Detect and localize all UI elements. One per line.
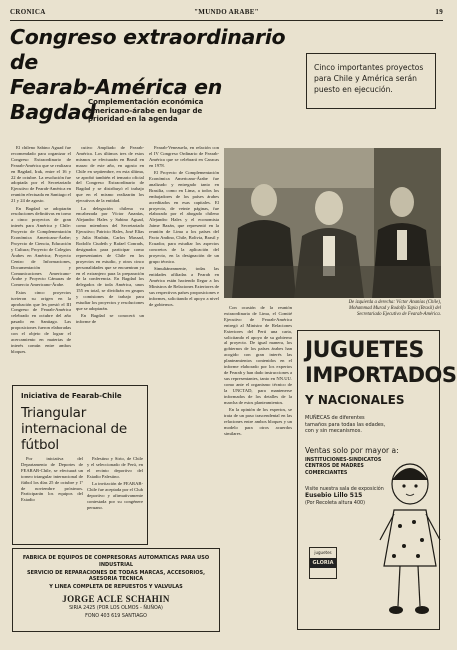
sidebar-column-2 (87, 456, 143, 540)
ad-phone: FONO 403 619 SANTIAGO (85, 614, 147, 620)
article-column-2 (76, 145, 144, 385)
paragraph: Fearab-Venezuela, en relación con el IV Congreso Ordinario de Fearab-América que se celebrará en Caracas en 1978. (149, 145, 219, 168)
equipment-advertisement (12, 548, 220, 632)
article-deck: Complementación económica americano-árabe en lugar de prioridad en la agenda (88, 98, 204, 123)
photo-illustration (224, 148, 441, 298)
toys-visit (305, 487, 391, 507)
ad-line-2: SERVICIO DE REPARACIONES DE TODAS MARCAS, ACCESORIOS, ASESORIA TECNICA (27, 569, 205, 583)
news-photo (224, 148, 441, 298)
headline-line-1: Congreso extraordinario de (10, 25, 286, 74)
toys-headline-1: JUGUETES (305, 338, 424, 363)
logo-top-text: juguetes (314, 550, 332, 555)
paragraph: En Bagdad se adoptarán resoluciones definitivas en torno a cinco proyectos de gran interés para América y Chile: Proyecto de Complementación Económica Americano-Árabe; Proyecto de Ciencia, Educación y Cultura; Proyecto de Colegios Árabes en América; Proyecto Centro de Informaciones, Documentación y Comunicaciones Americano-Árabe y Proyecto Cámaras de Comercio Americano-Árabe. (11, 205, 71, 288)
paragraph: En la opinión de los expertos, se trata de un paso trascendental en las relaciones entre ambos bloques y un modelo para otros acuerdos similares. (224, 406, 292, 436)
toys-sales-note: Ventas solo por mayor a: (305, 446, 399, 455)
article-column-3 (149, 145, 219, 385)
sidebar-title: Triangular internacional de fútbol (21, 405, 128, 453)
ad-line-1: FABRICA DE EQUIPOS DE COMPRESORAS AUTOMATICAS PARA USO INDUSTRIAL (22, 555, 210, 568)
gloria-logo (309, 547, 337, 579)
toys-advertisement (297, 330, 457, 630)
page-number: 19 (435, 8, 443, 16)
sidebar-box (12, 385, 148, 545)
logo-brand: GLORIA (310, 558, 336, 568)
section-label: CRONICA (10, 8, 46, 16)
toys-description: MUÑECAS de diferentes tamaños para todas las edades, con y sin mecanismos. (305, 415, 386, 434)
paragraph: Simultáneamente, todas las entidades afiliadas a Fearab en América están haciendo llegar a los Ministros de Relaciones Exteriores de sus respectivos países proposiciones e informes, solicitando el apoyo a nivel de gobiernos. (149, 266, 219, 307)
paragraph: cutivo Ampliado de Fearab-América. Los últimos tres de estos mismos se efectuarán en Brasil en marzo de este año, en agosto en Chile en septiembre, en esta última, se aprobó también el temario oficial del Congreso Extraordinario de Bagdad y se distribuyó el trabajo que en el mismo realizarán los ejecutivos de la entidad. (76, 145, 144, 204)
toys-address: Eusebio Lillo 515 (305, 492, 363, 500)
headline-line-2: Fearab-América en Bagdad (10, 75, 223, 124)
paragraph: El chileno Sabino Aguad fue recomendado para organizar el Congreso Extraordinario de Fearab-América que se realizara en Bagdad, Irak, entre el 16 y 22 de octubre. La resolución fue adoptada por el Secretariado Ejecutivo de Fearab-América en reunión efectuada en Santiago el 21 y 24 de agosto. (11, 145, 71, 204)
paragraph: En Bagdad se conocerá un informe de (76, 313, 144, 325)
paragraph: La invitación de FEARAB-Chile fue aceptada por el Club deportivo y afirmativamente contestada por su congénere peruano. (87, 481, 143, 510)
paragraph: Con ocasión de la reunión extraordinaria de Lima, el Comité Ejecutivo de Fearab-América entregó al Ministro de Relaciones Exteriores del Perú una carta, solicitando el apoyo de su gobierno al proyecto. De igual manera, los gobiernos de los países árabes han acogido con gran interés las planteamientos contenidos en el informe elaborado por los expertos de Fearab y han dado instrucciones a sus representantes, tanto en NN.UU. como ante el organismo técnico de la UNCTAD, para mantenerse informados de los detalles de la marcha de estos planteamientos. (224, 305, 292, 405)
photo-caption: De izquierda a derecha: Víctor Ananías (Chile), Mohammad Murad y Rodolfo Tapia (Brasil) del Secretariado Ejecutivo de Fearab-América. (348, 300, 441, 317)
pullquote-box: Cinco importantes proyectos para Chile y América serán puesto en ejecución. (306, 53, 436, 109)
sidebar-column-1 (21, 456, 83, 540)
toys-headline-2: IMPORTADOS (305, 363, 457, 387)
doll-illustration (380, 456, 442, 626)
toys-headline-3: Y NACIONALES (305, 393, 405, 407)
toys-visit-line: Visite nuestra sala de exposición (305, 487, 384, 492)
sidebar-kicker: Iniciativa de Fearab-Chile (21, 392, 122, 400)
ad-company-name: JORGE ACLE SCHAHIN (62, 593, 170, 604)
ad-line-3: Y LINEA COMPLETA DE REPUESTOS Y VALVULAS (49, 584, 183, 591)
paragraph: La delegación chilena va encabezada por Víctor Ananías, Alejandro Hales y Sabino Aguad, como miembros del Secretariado Ejecutivo; Patricio Hales, José Elías y Julia Hasbún, Carlos Massad, Rodolfo Ciudeth y Rafael Conrads, designados para participar como representantes de Chile en los proyectos en estudio, y otros cinco personalidades que se encuentran ya en el extranjero para la preparación de la conferencia. En Bagdad los delegados de toda América, unos 155 en total, se dividirán en grupos y comisiones de trabajo para estudiar los proyectos y resoluciones que se adoptarán. (76, 205, 144, 311)
paragraph: El Proyecto de Complementación Económica Americano-Árabe fue analizado y entregado tanto en Brasilia, como en Lima, a todos los embajadores de los países árabes acreditados en esas capitales. El proyecto, de veinte páginas, fue elaborado por el abogado chileno Alejandro Hales y el economista Jaime Bazán, que representó en la reunión de Lima a los países del Pacto Andino, Chile, Bolivia, Brasil y Ecuador, para estudiar los aspectos concretos de la aplicación del proyecto, en la designación de un grupo técnico. (149, 170, 219, 264)
running-header (10, 6, 443, 21)
ad-address: SIRIA 2425 (POR LOS OLMOS - ÑUÑOA) (69, 605, 163, 611)
paragraph: Estos cinco proyectos tuvieron su origen en la aprobación que les prestó el III Congreso de Fearab-América celebrado en octubre del año pasado en Santiago. Las proposiciones fueron elaboradas con el objeto de lograr el acercamiento en materias de interés común entre ambos bloques. (11, 289, 71, 354)
paragraph: Por iniciativa del Departamento de Deportes de FEARAB-Chile, se efectuará un torneo triangular internacional de fútbol los días 25 de octubre y 1º de noviembre próximos. Participarán los equipos del Estadio (21, 456, 83, 503)
toys-institutions: INSTITUCIONES-SINDICATOS CENTROS DE MADRES COMERCIANTES (305, 458, 382, 476)
article-column-4 (224, 305, 292, 585)
publication-name: "MUNDO ARABE" (194, 8, 259, 16)
article-column-1 (11, 145, 71, 385)
toys-reference: (Por Recoleta altura 400) (305, 500, 365, 506)
paragraph: Palestino y Sirio, de Chile y el seleccionado de Perú, en el recinto deportivo del Estadio Palestino. (87, 456, 143, 479)
